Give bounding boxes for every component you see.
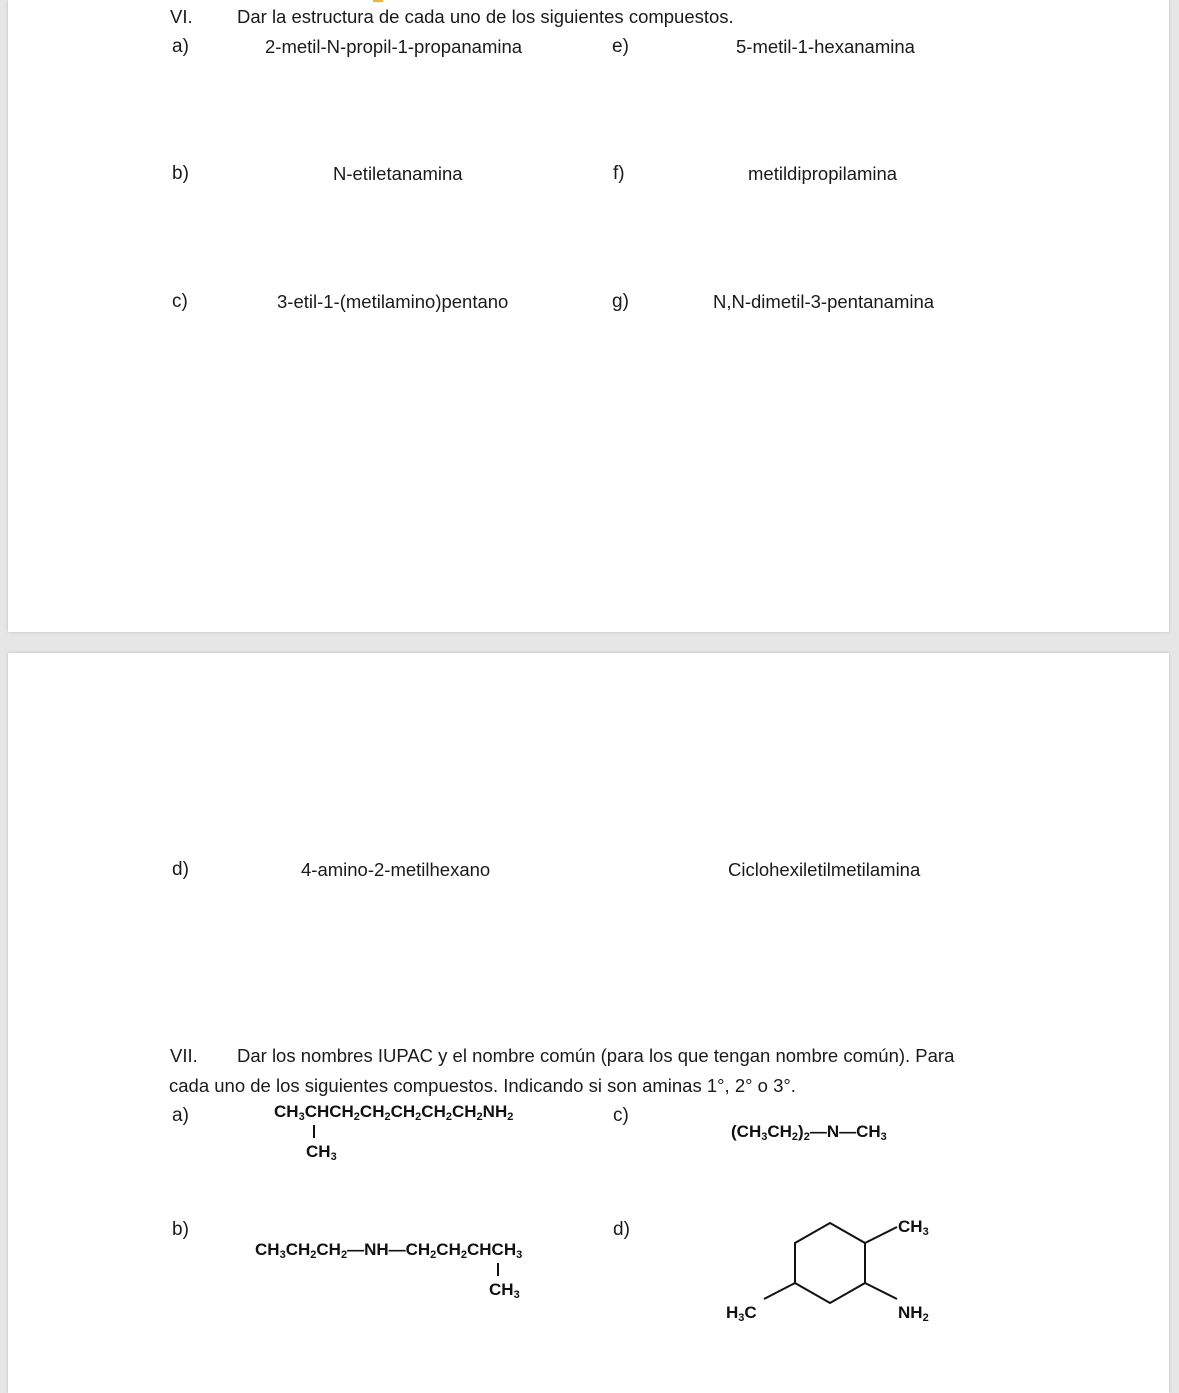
bond-to-h3c: [764, 1283, 795, 1299]
item-vii-a-substituent: $CH_3$: [306, 1142, 337, 1163]
item-vii-b-bond: [497, 1263, 499, 1276]
item-vii-c-label: c): [613, 1105, 629, 1126]
item-vii-d-label: d): [613, 1219, 630, 1240]
item-vii-b-substituent: $CH_3$: [489, 1280, 520, 1301]
item-vi-e-name: 5-metil-1-hexanamina: [736, 36, 915, 57]
section-vii-instruction-line1: Dar los nombres IUPAC y el nombre común (para los que tengan nombre común). Para: [237, 1045, 955, 1066]
item-vi-f-label: f): [613, 163, 625, 184]
bond-to-nh2: [865, 1283, 897, 1299]
item-vi-a-name: 2-metil-N-propil-1-propanamina: [265, 36, 523, 57]
item-vi-d-label: d): [172, 859, 189, 880]
item-vi-b-label: b): [172, 163, 189, 184]
item-vi-d-name: 4-amino-2-metilhexano: [301, 859, 491, 880]
item-vii-a-label: a): [172, 1105, 189, 1126]
item-vii-a-formula: $CH_3CHCH_2CH_2CH_2CH_2CH_2NH_2$: [274, 1102, 514, 1123]
section-vi-instruction: Dar la estructura de cada uno de los siguientes compuestos.: [237, 6, 734, 27]
document-page-1: [8, 0, 1169, 632]
item-vii-c-formula: $(CH_3CH_2)_2—N—CH_3$: [731, 1122, 887, 1143]
item-vi-b-name: N-etiletanamina: [333, 163, 463, 184]
item-vi-c-label: c): [172, 291, 188, 312]
item-vii-a-bond: [313, 1125, 315, 1138]
ring-label-ch3: $CH_3$: [898, 1217, 929, 1238]
ring-label-h3c: $H_3C$: [726, 1303, 757, 1324]
document-page-2: [8, 653, 1169, 1393]
item-vi-e-label: e): [612, 36, 629, 57]
item-vi-h-name: Ciclohexiletilmetilamina: [728, 859, 921, 880]
item-vi-a-label: a): [172, 36, 189, 57]
section-vii-instruction-line2: cada uno de los siguientes compuestos. Indicando si son aminas 1°, 2° o 3°.: [169, 1075, 796, 1096]
item-vi-c-name: 3-etil-1-(metilamino)pentano: [277, 291, 509, 312]
section-vii-number: VII.: [170, 1045, 198, 1066]
item-vi-g-name: N,N-dimetil-3-pentanamina: [713, 291, 935, 312]
cyclohexane-ring: [795, 1223, 865, 1303]
item-vii-b-label: b): [172, 1219, 189, 1240]
ring-label-nh2: $NH_2$: [898, 1303, 929, 1324]
page-edge-mark: [373, 0, 383, 2]
section-vi-number: VI.: [170, 6, 193, 27]
item-vi-f-name: metildipropilamina: [748, 163, 898, 184]
bond-to-ch3: [865, 1227, 897, 1243]
item-vii-b-formula: $CH_3CH_2CH_2—NH—CH_2CH_2CHCH_3$: [255, 1240, 523, 1261]
item-vi-g-label: g): [612, 291, 629, 312]
